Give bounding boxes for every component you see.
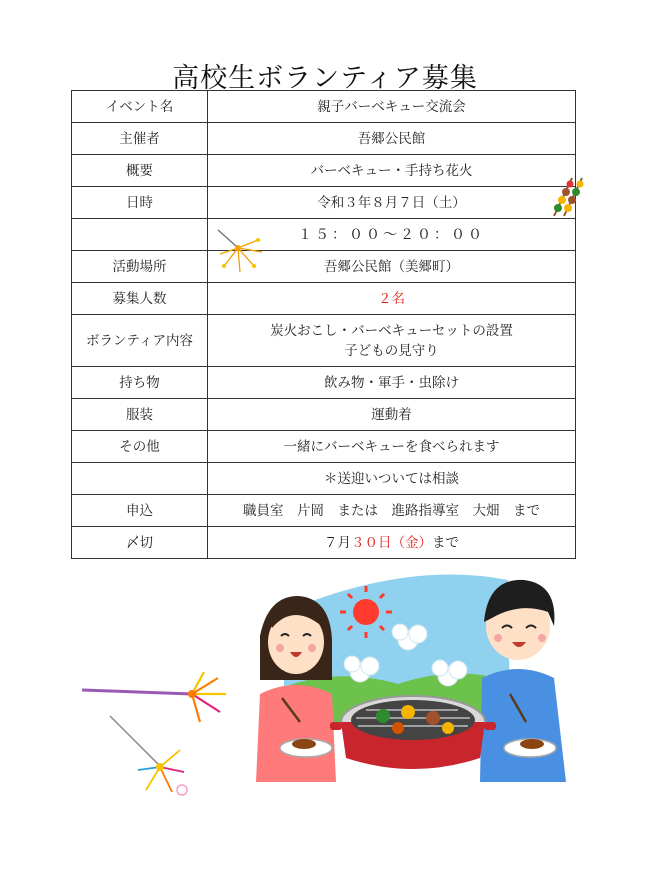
row-label: その他 <box>72 431 208 463</box>
table-row <box>72 399 576 431</box>
row-value: バーベキュー・手持ち花火 <box>208 155 576 187</box>
deadline-prefix: ７月 <box>324 534 351 551</box>
row-label: 募集人数 <box>72 283 208 315</box>
table-row <box>72 463 576 495</box>
row-value: 親子バーベキュー交流会 <box>208 91 576 123</box>
row-label: イベント名 <box>72 91 208 123</box>
row-value: 飲み物・軍手・虫除け <box>208 367 576 399</box>
row-label: 概要 <box>72 155 208 187</box>
table-row <box>72 367 576 399</box>
bbq-illustration <box>248 572 578 782</box>
table-row <box>72 219 576 251</box>
skewer-icon <box>548 176 588 218</box>
row-label: ボランティア内容 <box>72 315 208 367</box>
fireworks-icon <box>80 672 230 802</box>
deadline-suffix: まで <box>432 534 459 551</box>
page-title: 高校生ボランティア募集 <box>172 63 478 94</box>
row-label: 申込 <box>72 495 208 527</box>
table-row <box>72 251 576 283</box>
grill-icon <box>330 696 496 769</box>
row-label <box>72 219 208 251</box>
row-label: 主催者 <box>72 123 208 155</box>
row-value: 一緒にバーベキューを食べられます <box>208 431 576 463</box>
row-value: 運動着 <box>208 399 576 431</box>
row-label <box>72 463 208 495</box>
row-value-line: 炭火おこし・バーベキューセットの設置 <box>270 322 513 339</box>
row-value <box>208 315 576 367</box>
table-row <box>72 431 576 463</box>
row-value-line: 子どもの見守り <box>344 342 439 359</box>
row-label: 〆切 <box>72 527 208 559</box>
table-row <box>72 495 576 527</box>
row-value: 職員室 片岡 または 進路指導室 大畑 まで <box>208 495 576 527</box>
row-label: 日時 <box>72 187 208 219</box>
table-row <box>72 283 576 315</box>
table-row <box>72 123 576 155</box>
row-value: 吾郷公民館 <box>208 123 576 155</box>
table-row <box>72 91 576 123</box>
row-value: 令和３年８月７日（土） <box>208 187 576 219</box>
table-row <box>72 315 576 367</box>
row-label: 持ち物 <box>72 367 208 399</box>
info-table <box>71 90 576 559</box>
row-value: １５：００～２０：００ <box>208 219 576 251</box>
table-row <box>72 187 576 219</box>
row-value <box>208 527 576 559</box>
row-value: 吾郷公民館（美郷町） <box>208 251 576 283</box>
row-value: ２名 <box>208 283 576 315</box>
row-label: 活動場所 <box>72 251 208 283</box>
sparkler-icon <box>214 228 270 274</box>
deadline-date: ３０日（金） <box>351 534 432 551</box>
row-value: ＊送迎いついては相談 <box>208 463 576 495</box>
table-row <box>72 155 576 187</box>
table-row <box>72 527 576 559</box>
row-label: 服装 <box>72 399 208 431</box>
